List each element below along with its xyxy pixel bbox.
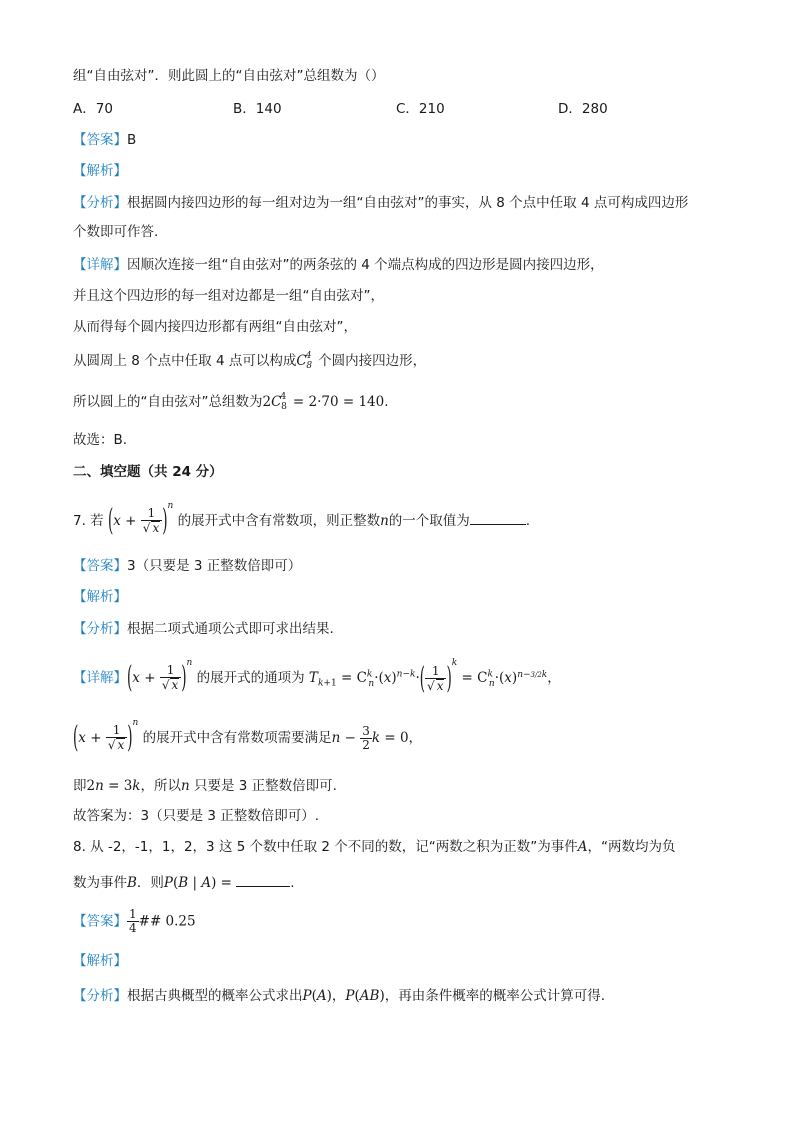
- paren-left: (: [107, 503, 114, 539]
- q6-xiangjie-line5: 所以圆上的“自由弦对”总组数为$2C^4_8 = 2\cdot 70 = 140$.: [73, 392, 389, 412]
- q6-analysis-label: 【解析】: [73, 163, 127, 179]
- q8-analysis-label: 【解析】: [73, 953, 127, 969]
- q7-answer-blank: [470, 510, 526, 525]
- option-d: D．280: [558, 101, 608, 117]
- option-a: A．70: [73, 101, 113, 117]
- q7-xiangjie-line1: 【详解】(x + $\frac{1}{√ x}$ )$^n$ 的展开式的通项为 $T_{k+1} = C^k_n\cdot(x)^{n-k}\cdot$( $\frac{1}{√ x}$ )$^k = C^k_n\cdot(x)^{n-3/2k}$，: [73, 657, 561, 697]
- q8-answer-blank: [236, 872, 290, 887]
- fraction-1-over-sqrt-x: $\frac{1}{√ x}$: [141, 507, 162, 535]
- q6-fenxi-line1: 【分析】根据圆内接四边形的每一组对边为一组“自由弦对”的事实，从 8 个点中任取 4 点可构成四边形: [73, 195, 689, 211]
- q7-xiangjie-line2: (x + $\frac{1}{√ x}$ )$^n$ 的展开式中含有常数项需要满足n − $\frac{3}{2}$ k = 0，: [73, 717, 423, 756]
- q8-fenxi: 【分析】根据古典概型的概率公式求出P(A)，P(AB)，再由条件概率的概率公式计算可得.: [73, 988, 606, 1004]
- q6-answer: B: [127, 132, 137, 148]
- answer-label: 【答案】: [73, 132, 127, 148]
- q7-answer-line: 【答案】3（只要是 3 正整数倍即可）: [73, 558, 302, 574]
- q7-fenxi: 【分析】根据二项式通项公式即可求出结果.: [73, 621, 334, 637]
- q8-stem-line2: 数为事件B．则P(B | A) = .: [73, 872, 295, 893]
- q8-stem-line1: 8. 从 -2，-1，1，2，3 这 5 个数中任取 2 个不同的数，记“两数之积为正数”为事件A，“两数均为负: [73, 839, 676, 855]
- q6-fenxi-line2: 个数即可作答.: [73, 224, 159, 240]
- q7-answer: 3（只要是 3 正整数倍即可）: [127, 558, 302, 574]
- combination-2c84: $2C^4_8$: [262, 392, 287, 412]
- paren-right: ): [162, 503, 168, 539]
- q6-stem-tail: 组“自由弦对”．则此圆上的“自由弦对”总组数为（）: [73, 68, 385, 84]
- q6-xiangjie-line3: 从而得每个圆内接四边形都有两组“自由弦对”，: [73, 319, 357, 335]
- q6-xiangjie-line1: 【详解】因顺次连接一组“自由弦对”的两条弦的 4 个端点构成的四边形是圆内接四边形，: [73, 257, 604, 273]
- q7-xiangjie-line3: 即2n = 3k，所以n 只要是 3 正整数倍即可.: [73, 778, 337, 794]
- general-term-formula: $T_{k+1} = C^k_n\cdot(x)^{n-k}\cdot$( $\frac{1}{√ x}$ )$^k = C^k_n\cdot(x)^{n-3/2k}$: [308, 657, 548, 697]
- q6-xiangjie-line4: 从圆周上 8 个点中任取 4 点可以构成$C^4_8$ 个圆内接四边形，: [73, 351, 427, 371]
- fraction-one-quarter: $\frac{1}{4}$: [129, 907, 137, 935]
- option-b: B．140: [233, 101, 282, 117]
- combination-c84: $C^4_8$: [296, 351, 313, 371]
- xiangjie-label: 【详解】: [73, 257, 127, 273]
- q7-stem: 7. 若 (x + $\frac{1}{√ x}$ )$^n$ 的展开式中含有常数项，则正整数n的一个取值为 .: [73, 507, 530, 535]
- q8-answer-line: 【答案】 $\frac{1}{4}$ ## 0.25: [73, 907, 196, 935]
- q7-final: 故答案为：3（只要是 3 正整数倍即可）.: [73, 808, 320, 824]
- fenxi-label: 【分析】: [73, 195, 127, 211]
- section-title: 二、填空题（共 24 分）: [73, 464, 223, 480]
- option-c: C．210: [396, 101, 445, 117]
- q6-choice: 故选：B.: [73, 432, 128, 448]
- q6-xiangjie-line2: 并且这个四边形的每一组对边都是一组“自由弦对”，: [73, 288, 384, 304]
- q6-answer-line: [73, 130, 136, 150]
- q7-analysis-label: 【解析】: [73, 589, 127, 605]
